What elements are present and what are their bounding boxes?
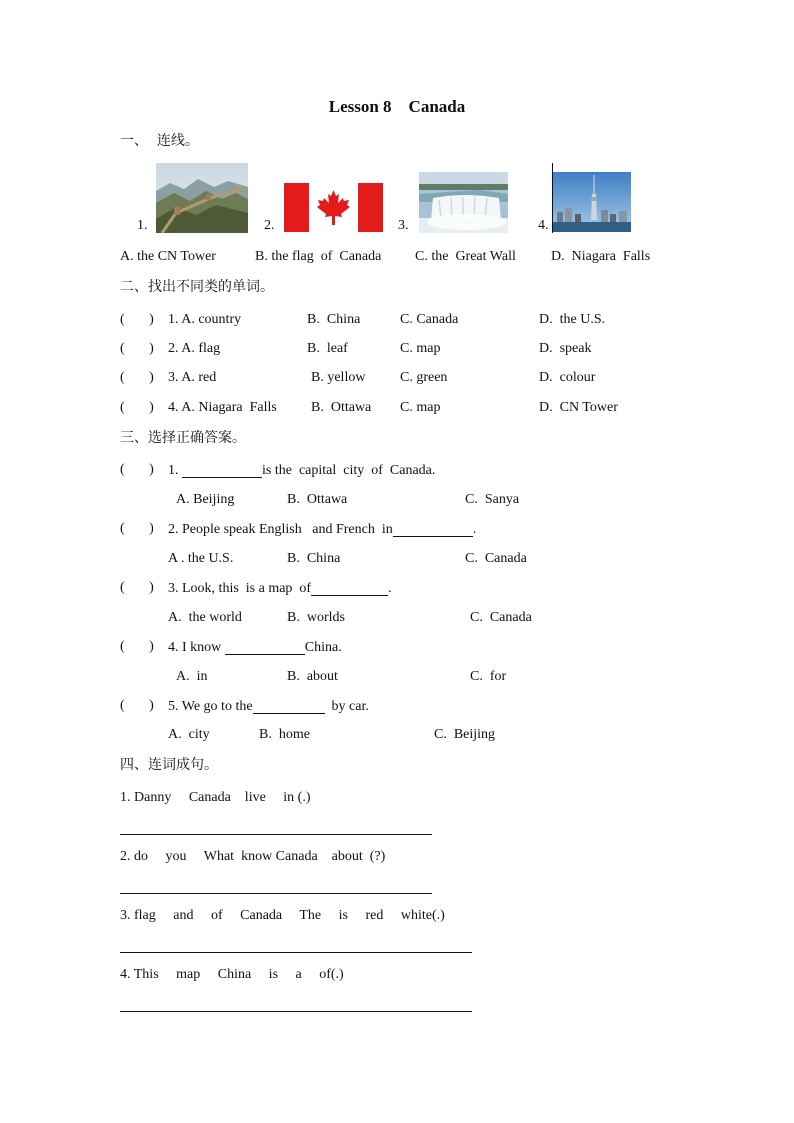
s2-q3-option-b: B. yellow [311, 370, 366, 385]
section-1-heading: 一、 连线。 [120, 133, 199, 149]
s2-q2-paren: ( ) [120, 341, 154, 356]
s3-q1-option-c: C. Sanya [465, 492, 520, 507]
s3-q2-pre: 2. People speak English and French in [168, 522, 393, 537]
s3-q1-paren: ( ) [120, 462, 154, 477]
s2-q3-paren: ( ) [120, 370, 154, 385]
great-wall-image [156, 163, 248, 233]
s4-answer-line-3[interactable] [120, 952, 472, 953]
s3-q5-post: by car. [324, 699, 369, 714]
s3-q3-option-a: A. the world [168, 610, 242, 625]
s4-item-4: 4. This map China is a of(.) [120, 967, 344, 982]
s3-q2-post: . [472, 522, 477, 537]
great-wall-picture [156, 163, 248, 233]
s2-q4-option-d: D. CN Tower [539, 400, 618, 415]
s3-q3-paren: ( ) [120, 580, 154, 595]
s3-q5-blank[interactable] [253, 699, 325, 714]
s3-q3-pre: 3. Look, this is a map of [168, 581, 312, 596]
section-2-heading: 二、找出不同类的单词。 [120, 279, 274, 295]
s2-q4-option-a: 4. A. Niagara Falls [168, 400, 277, 415]
s2-q1-paren: ( ) [120, 312, 154, 327]
s2-q1-option-b: B. China [307, 312, 361, 327]
s2-q1-option-a: 1. A. country [168, 312, 242, 327]
s2-q4-option-b: B. Ottawa [311, 400, 372, 415]
s3-q5-pre: 5. We go to the [168, 699, 253, 714]
picture-number-2: 2. [264, 218, 275, 233]
s3-q4-post: China. [304, 640, 342, 655]
s3-q5-option-b: B. home [259, 727, 310, 742]
niagara-falls-image [419, 172, 508, 233]
s4-answer-line-4[interactable] [120, 1011, 472, 1012]
s2-q2-option-b: B. leaf [307, 341, 348, 356]
match-option-b: B. the flag of Canada [255, 249, 382, 264]
s3-q1-pre: 1. [168, 463, 182, 478]
niagara-falls-picture [419, 172, 508, 233]
s4-answer-line-1[interactable] [120, 834, 432, 835]
s3-q3-option-c: C. Canada [470, 610, 532, 625]
s3-q2-option-c: C. Canada [465, 551, 527, 566]
s3-q4-option-a: A. in [176, 669, 208, 684]
s3-q4-blank[interactable] [225, 640, 305, 655]
match-option-c: C. the Great Wall [415, 249, 516, 264]
s4-item-1: 1. Danny Canada live in (.) [120, 790, 311, 805]
s3-q1-option-a: A. Beijing [176, 492, 235, 507]
s3-q2-stem [168, 522, 476, 537]
s3-q5-stem [168, 699, 369, 714]
section-4-heading: 四、连词成句。 [120, 757, 218, 773]
s3-q2-paren: ( ) [120, 521, 154, 536]
picture-number-3: 3. [398, 218, 409, 233]
s3-q2-blank[interactable] [393, 522, 473, 537]
s2-q1-option-d: D. the U.S. [539, 312, 606, 327]
s3-q5-option-c: C. Beijing [434, 727, 496, 742]
s3-q3-post: . [388, 581, 392, 596]
s2-q2-option-d: D. speak [539, 341, 592, 356]
s2-q4-paren: ( ) [120, 400, 154, 415]
match-option-a: A. the CN Tower [120, 249, 216, 264]
s3-q3-stem [168, 581, 392, 596]
s3-q5-option-a: A. city [168, 727, 210, 742]
s3-q2-option-a: A . the U.S. [168, 551, 234, 566]
s2-q2-option-c: C. map [400, 341, 441, 356]
s3-q2-option-b: B. China [287, 551, 341, 566]
s3-q3-blank[interactable] [311, 581, 388, 596]
s2-q3-option-c: C. green [400, 370, 448, 385]
s3-q3-option-b: B. worlds [287, 610, 345, 625]
s3-q5-paren: ( ) [120, 698, 154, 713]
s3-q1-stem [168, 463, 435, 478]
match-option-d: D. Niagara Falls [551, 249, 651, 264]
picture-number-1: 1. [137, 218, 148, 233]
s3-q1-option-b: B. Ottawa [287, 492, 348, 507]
s3-q4-stem [168, 640, 342, 655]
s2-q3-option-a: 3. A. red [168, 370, 217, 385]
picture-number-4: 4. [538, 218, 549, 233]
s2-q1-option-c: C. Canada [400, 312, 459, 327]
s3-q1-post: is the capital city of Canada. [262, 463, 436, 478]
s4-item-3: 3. flag and of Canada The is red white(.) [120, 908, 445, 923]
section-3-heading: 三、选择正确答案。 [120, 430, 246, 446]
s3-q4-option-b: B. about [287, 669, 338, 684]
s3-q4-paren: ( ) [120, 639, 154, 654]
s2-q4-option-c: C. map [400, 400, 441, 415]
s4-item-2: 2. do you What know Canada about (?) [120, 849, 386, 864]
s2-q2-option-a: 2. A. flag [168, 341, 221, 356]
s3-q4-option-c: C. for [470, 669, 507, 684]
canada-flag-picture [284, 183, 383, 232]
s4-answer-line-2[interactable] [120, 893, 432, 894]
s3-q4-pre: 4. I know [168, 640, 225, 655]
page-title: Lesson 8 Canada [328, 97, 466, 116]
s2-q3-option-d: D. colour [539, 370, 596, 385]
s3-q1-blank[interactable] [182, 463, 262, 478]
cn-tower-picture [553, 172, 631, 232]
cn-tower-image [553, 172, 631, 232]
canada-flag-image [284, 183, 383, 232]
